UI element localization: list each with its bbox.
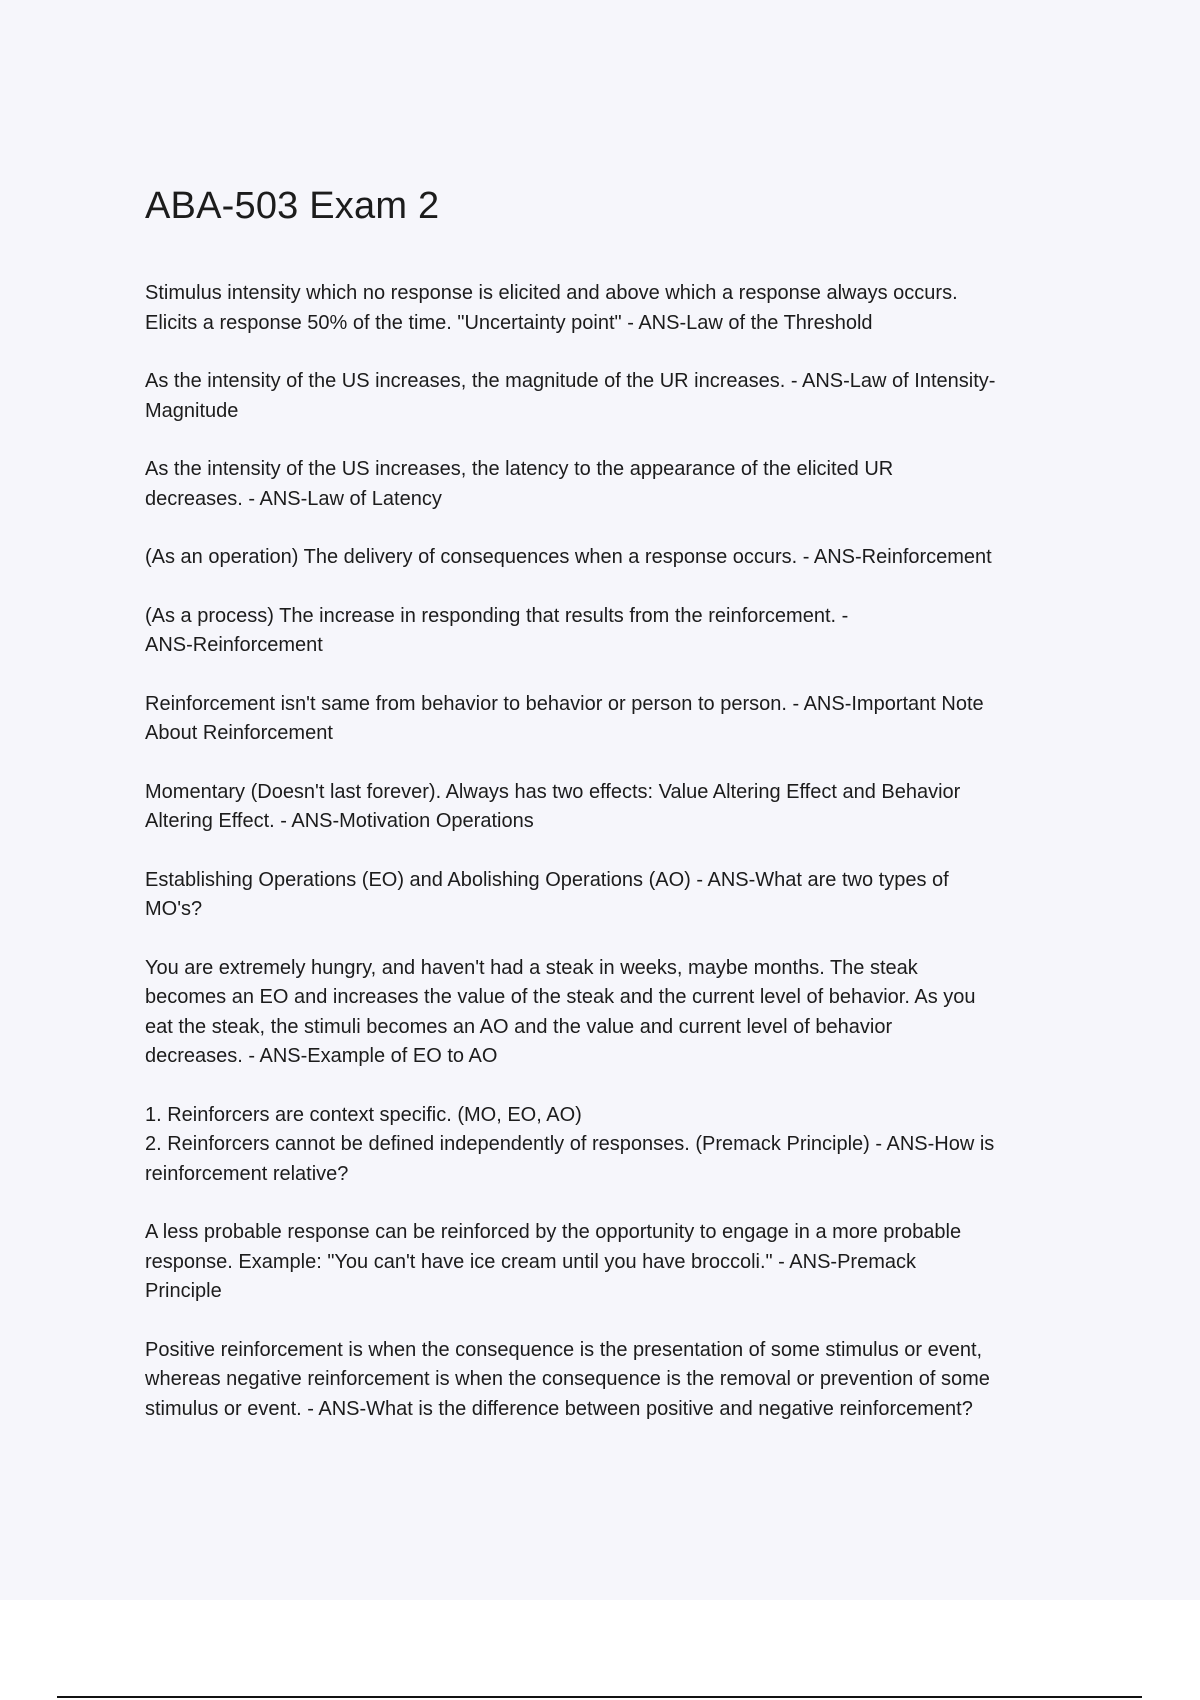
bottom-divider [57,1696,1142,1698]
qa-entry: Establishing Operations (EO) and Abolishing Operations (AO) - ANS-What are two types of MO's? [145,868,949,920]
qa-entry: You are extremely hungry, and haven't had a steak in weeks, maybe months. The steak becomes an EO and increases the value of the steak and the current level of behavior. As you eat the steak, the stimuli becomes an AO and the value and current level of behavior decreases. - ANS-Example of EO to AO [145,956,976,1067]
qa-entry: Stimulus intensity which no response is elicited and above which a response always occurs. Elicits a response 50% of the time. "Uncertainty point" - ANS-Law of the Threshold [145,282,958,334]
document-title: ABA-503 Exam 2 [145,185,440,227]
qa-entry: (As an operation) The delivery of consequences when a response occurs. - ANS-Reinforcement [145,546,992,568]
qa-entry: As the intensity of the US increases, the magnitude of the UR increases. - ANS-Law of Intensity- Magnitude [145,370,996,422]
qa-entry: 1. Reinforcers are context specific. (MO, EO, AO) 2. Reinforcers cannot be defined independently of responses. (Premack Principle) - ANS-How is reinforcement relative? [145,1103,995,1185]
qa-entry: A less probable response can be reinforced by the opportunity to engage in a more probable response. Example: "You can't have ice cream until you have broccoli." - ANS-Premack Principle [145,1221,962,1302]
qa-entry: As the intensity of the US increases, the latency to the appearance of the elicited UR decreases. - ANS-Law of Latency [145,458,894,510]
qa-entry: Positive reinforcement is when the consequence is the presentation of some stimulus or event, whereas negative reinforcement is when the consequence is the removal or prevention of some stimulus or event. - ANS-What is the difference between positive and negative reinforcement? [145,1338,990,1420]
qa-entry: Momentary (Doesn't last forever). Always has two effects: Value Altering Effect and Behavior Altering Effect. - ANS-Motivation Operations [145,780,961,832]
qa-entry-list [145,279,1095,1453]
qa-entry: (As a process) The increase in responding that results from the reinforcement. - ANS-Reinforcement [145,604,849,656]
qa-entry: Reinforcement isn't same from behavior to behavior or person to person. - ANS-Important Note About Reinforcement [145,692,984,744]
